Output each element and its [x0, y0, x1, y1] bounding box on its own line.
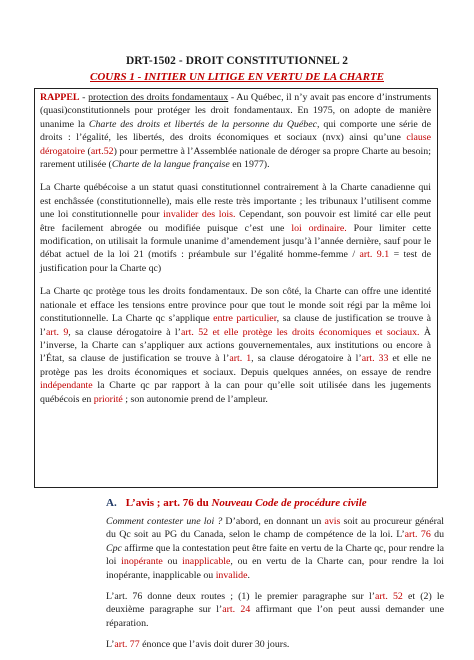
- text: - Au Québec, il n’y avait pas encore d’instruments (quasi)constitutionnels pour protéger les droit fondamentaux. En 1975, on adopte de manière unanime la: [40, 92, 432, 130]
- page-title: DRT-1502 - DROIT CONSTITUTIONNEL 2: [125, 55, 348, 67]
- section-letter: A.: [106, 497, 117, 509]
- text: , sa clause de justification se trouve à l’: [40, 313, 432, 338]
- article-ref: art. 77: [114, 639, 140, 651]
- text: ) pour permettre à l’Assemblée nationale de déroger sa propre Charte au besoin; rarement utilisée (: [40, 145, 431, 171]
- text: affirmant que l’on peut aussi demander une réparation.: [106, 604, 444, 629]
- text: La Charte québécoise a un statut quasi constitutionnel contrairement à la Charte canadienne qui est enchâssée (constitutionnelle), mais elle reste très importante ; les tribunaux l’utilisent comme une loi constitutionnelle pour: [40, 182, 431, 221]
- text: en 1977).: [229, 159, 270, 171]
- comparison-paragraph: [40, 285, 431, 406]
- key-term: loi ordinaire.: [291, 222, 347, 234]
- text: ; son autonomie prend de l’ampleur.: [122, 393, 268, 405]
- statut-paragraph: [40, 181, 431, 275]
- key-term: indépendante: [40, 380, 93, 392]
- text: la Charte qc par rapport à la can pour qu’elle soit utilisée dans les jugements québécois en: [40, 380, 431, 405]
- clause-term: clause dérogatoire: [40, 132, 431, 157]
- key-term: invalider des lois.: [163, 209, 236, 221]
- text: et elle ne protège pas les droits économiques et sociaux. Depuis quelques années, on essaye de rendre: [40, 353, 432, 378]
- article-ref: art. 76: [404, 529, 431, 541]
- text: soit au procureur général du Qc soit au PG du Canada, selon le champ de compétence de la loi. L’: [106, 516, 444, 541]
- key-term: avis: [324, 516, 341, 527]
- text: énonce que l’avis doit durer 30 jours.: [139, 639, 290, 651]
- article-ref: art. 33: [361, 353, 389, 365]
- key-term: inapplicable: [182, 556, 231, 568]
- section-body: [106, 515, 444, 660]
- key-term: invalide: [215, 569, 248, 581]
- article-ref: art. 24: [222, 604, 251, 616]
- text: Cependant, son pouvoir est limité car elle peut être facilement abrogée ou modifiée puisque c’est une: [40, 209, 432, 234]
- rappel-paragraph: [40, 91, 431, 171]
- text: L’art. 76 donne deux routes ; (1) le premier paragraphe sur l’: [106, 591, 375, 603]
- text: L’: [106, 639, 115, 651]
- key-term: entre particulier: [213, 313, 277, 325]
- text: du: [430, 529, 445, 541]
- text: , qui comporte une série de droits : l’égalité, les libertés, des droits économiques et sociaux (nvx) ainsi qu’une: [40, 118, 431, 144]
- text: À l’inverse, la Charte can s’appliquer aux actions gouvernementales, aux institutions ou encore à l’État, sa clause de justification se trouve à l’: [40, 326, 432, 365]
- text: .: [247, 569, 250, 581]
- text: La Charte qc protège tous les droits fondamentaux. De son côté, la Charte can offre une identité nationale et efface les tensions entre province pour que tout le monde soit régi par la même loi constitutionnelle. La Charte qc s’applique: [40, 286, 431, 325]
- rappel-label: RAPPEL: [40, 92, 80, 103]
- key-term: priorité: [93, 393, 123, 405]
- text: D’abord, en donnant un: [222, 516, 325, 527]
- text: , ou en vertu de la Charte can, pour rendre la loi inopérante, inapplicable ou: [106, 556, 444, 581]
- rappel-box: [34, 88, 438, 488]
- section-heading: [106, 497, 367, 509]
- rappel-topic: protection des droits fondamentaux: [88, 92, 229, 103]
- text: -: [79, 92, 89, 103]
- cpc-term: Cpc: [106, 542, 122, 554]
- article-ref: art. 52: [374, 591, 403, 603]
- key-term: et elle protège les droits économiques et sociaux.: [212, 326, 420, 338]
- text: = test de justification pour la Charte qc): [40, 249, 431, 274]
- section-title: L’avis ; art. 76 du: [125, 497, 212, 509]
- charte-lf-title: Charte de la langue française: [111, 159, 230, 171]
- page-subtitle: COURS 1 - INITIER UN LITIGE EN VERTU DE LA CHARTE: [90, 71, 384, 83]
- key-term: inopérante: [121, 556, 163, 568]
- article-ref: art. 9.1: [359, 249, 390, 261]
- routes-paragraph: [106, 590, 444, 630]
- code-title: Nouveau Code de procédure civile: [211, 497, 367, 509]
- text: , sa clause dérogatoire à l’: [68, 326, 181, 338]
- contest-paragraph: [106, 515, 444, 582]
- text: (: [84, 145, 91, 157]
- text: ou: [162, 556, 183, 568]
- charte-title: Charte des droits et libertés de la personne du Québec: [88, 118, 318, 130]
- delay-paragraph: [106, 638, 444, 651]
- text: affirme que la contestation peut être faite en vertu de la Charte qc, pour rendre la loi: [106, 542, 444, 568]
- question: Comment contester une loi ?: [106, 516, 223, 527]
- article-ref: art.52: [90, 145, 114, 157]
- text: Pour limiter cette modification, on utilisait la formule unanime d’amendement jusqu’à l’année dernière, sauf pour le débat actuel de la loi 21 (motifs : préambule sur l’égalité homme-femme /: [40, 222, 431, 261]
- text: , sa clause dérogatoire à l’: [251, 353, 362, 365]
- text: et (2) le deuxième paragraphe sur l’: [106, 591, 444, 616]
- article-ref: art. 52: [180, 326, 209, 338]
- article-ref: art. 9: [46, 326, 69, 338]
- article-ref: art. 1: [229, 353, 252, 365]
